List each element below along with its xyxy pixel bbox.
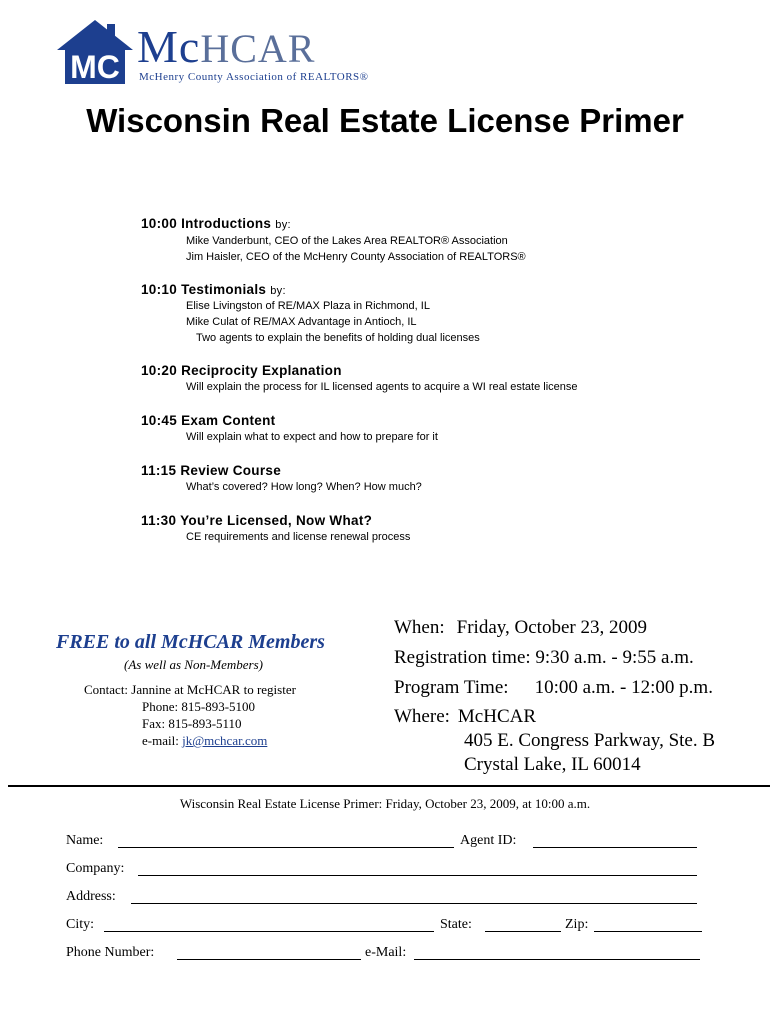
- logo: [55, 18, 135, 86]
- agenda-heading: 11:15 Review Course: [141, 463, 282, 478]
- agent-id-label: Agent ID:: [460, 833, 517, 848]
- phone-number-label: Phone Number:: [66, 945, 155, 960]
- program-label: Program Time:: [394, 677, 509, 698]
- agenda-line: Jim Haisler, CEO of the McHenry County Association of REALTORS®: [186, 251, 526, 263]
- agenda-line: Two agents to explain the benefits of holding dual licenses: [196, 332, 480, 344]
- agenda-line: What’s covered? How long? When? How much?: [186, 481, 422, 493]
- state-field[interactable]: [485, 917, 561, 932]
- address-line-2: Crystal Lake, IL 60014: [464, 754, 641, 775]
- divider: [8, 785, 770, 787]
- page-title: Wisconsin Real Estate License Primer: [86, 102, 684, 139]
- house-logo-icon: [55, 18, 135, 86]
- address-line-1: 405 E. Congress Parkway, Ste. B: [464, 730, 716, 751]
- logo-mc: Mc: [137, 21, 201, 72]
- when-label: When:: [394, 617, 445, 638]
- free-members-heading: FREE to all McHCAR Members: [56, 631, 325, 653]
- agenda-topic: 10:00 Introductions: [141, 216, 272, 231]
- agenda-by: by:: [275, 219, 291, 231]
- agent-id-field[interactable]: [533, 833, 697, 848]
- agenda-line: CE requirements and license renewal process: [186, 531, 411, 543]
- where-label: Where:: [394, 706, 450, 727]
- phone-number-field[interactable]: [177, 945, 361, 960]
- agenda-line: Will explain the process for IL licensed agents to acquire a WI real estate license: [186, 381, 578, 393]
- contact-line: Contact: Jannine at McHCAR to register: [84, 682, 296, 697]
- agenda-heading: 10:45 Exam Content: [141, 413, 276, 428]
- email-label: e-mail:: [142, 733, 183, 748]
- program-line: [394, 676, 713, 700]
- registration-line: Registration time: 9:30 a.m. - 9:55 a.m.: [394, 647, 694, 668]
- agenda-line: Mike Culat of RE/MAX Advantage in Antioch, IL: [186, 316, 417, 328]
- fax-line: Fax: 815-893-5110: [142, 716, 242, 731]
- state-label: State:: [440, 917, 472, 932]
- email-link[interactable]: jk@mchcar.com: [182, 733, 268, 748]
- zip-field[interactable]: [594, 917, 702, 932]
- address-label: Address:: [66, 889, 116, 904]
- email-line: [142, 733, 267, 749]
- where-line: [394, 705, 536, 729]
- program-value: 10:00 a.m. - 12:00 p.m.: [534, 677, 713, 698]
- company-field[interactable]: [138, 861, 697, 876]
- zip-label: Zip:: [565, 917, 589, 932]
- logo-badge-text: MC: [70, 49, 120, 85]
- agenda-heading: 11:30 You’re Licensed, Now What?: [141, 513, 373, 528]
- name-field[interactable]: [118, 833, 454, 848]
- form-title: Wisconsin Real Estate License Primer: Friday, October 23, 2009, at 10:00 a.m.: [179, 796, 591, 811]
- when-value: Friday, October 23, 2009: [456, 617, 647, 638]
- email-form-field[interactable]: [414, 945, 700, 960]
- when-line: [394, 616, 647, 640]
- email-form-label: e-Mail:: [365, 945, 407, 960]
- agenda-by: by:: [270, 285, 286, 297]
- logo-subtitle: McHenry County Association of REALTORS®: [139, 71, 369, 83]
- where-value: McHCAR: [457, 706, 537, 727]
- agenda-heading: 10:20 Reciprocity Explanation: [141, 363, 342, 378]
- city-label: City:: [66, 917, 95, 932]
- agenda-heading: [141, 215, 291, 234]
- address-field[interactable]: [131, 889, 697, 904]
- city-field[interactable]: [104, 917, 434, 932]
- agenda-line: Elise Livingston of RE/MAX Plaza in Richmond, IL: [186, 300, 430, 312]
- agenda-topic: 10:10 Testimonials: [141, 282, 267, 297]
- logo-wordmark: [137, 21, 316, 72]
- name-label: Name:: [66, 833, 104, 848]
- agenda-line: Will explain what to expect and how to prepare for it: [186, 431, 438, 443]
- phone-line: Phone: 815-893-5100: [142, 699, 256, 714]
- agenda-line: Mike Vanderbunt, CEO of the Lakes Area REALTOR® Association: [186, 235, 508, 247]
- agenda-heading: [141, 281, 286, 300]
- logo-hcar: HCAR: [200, 26, 316, 71]
- company-label: Company:: [66, 861, 125, 876]
- non-members-note: (As well as Non-Members): [124, 657, 264, 672]
